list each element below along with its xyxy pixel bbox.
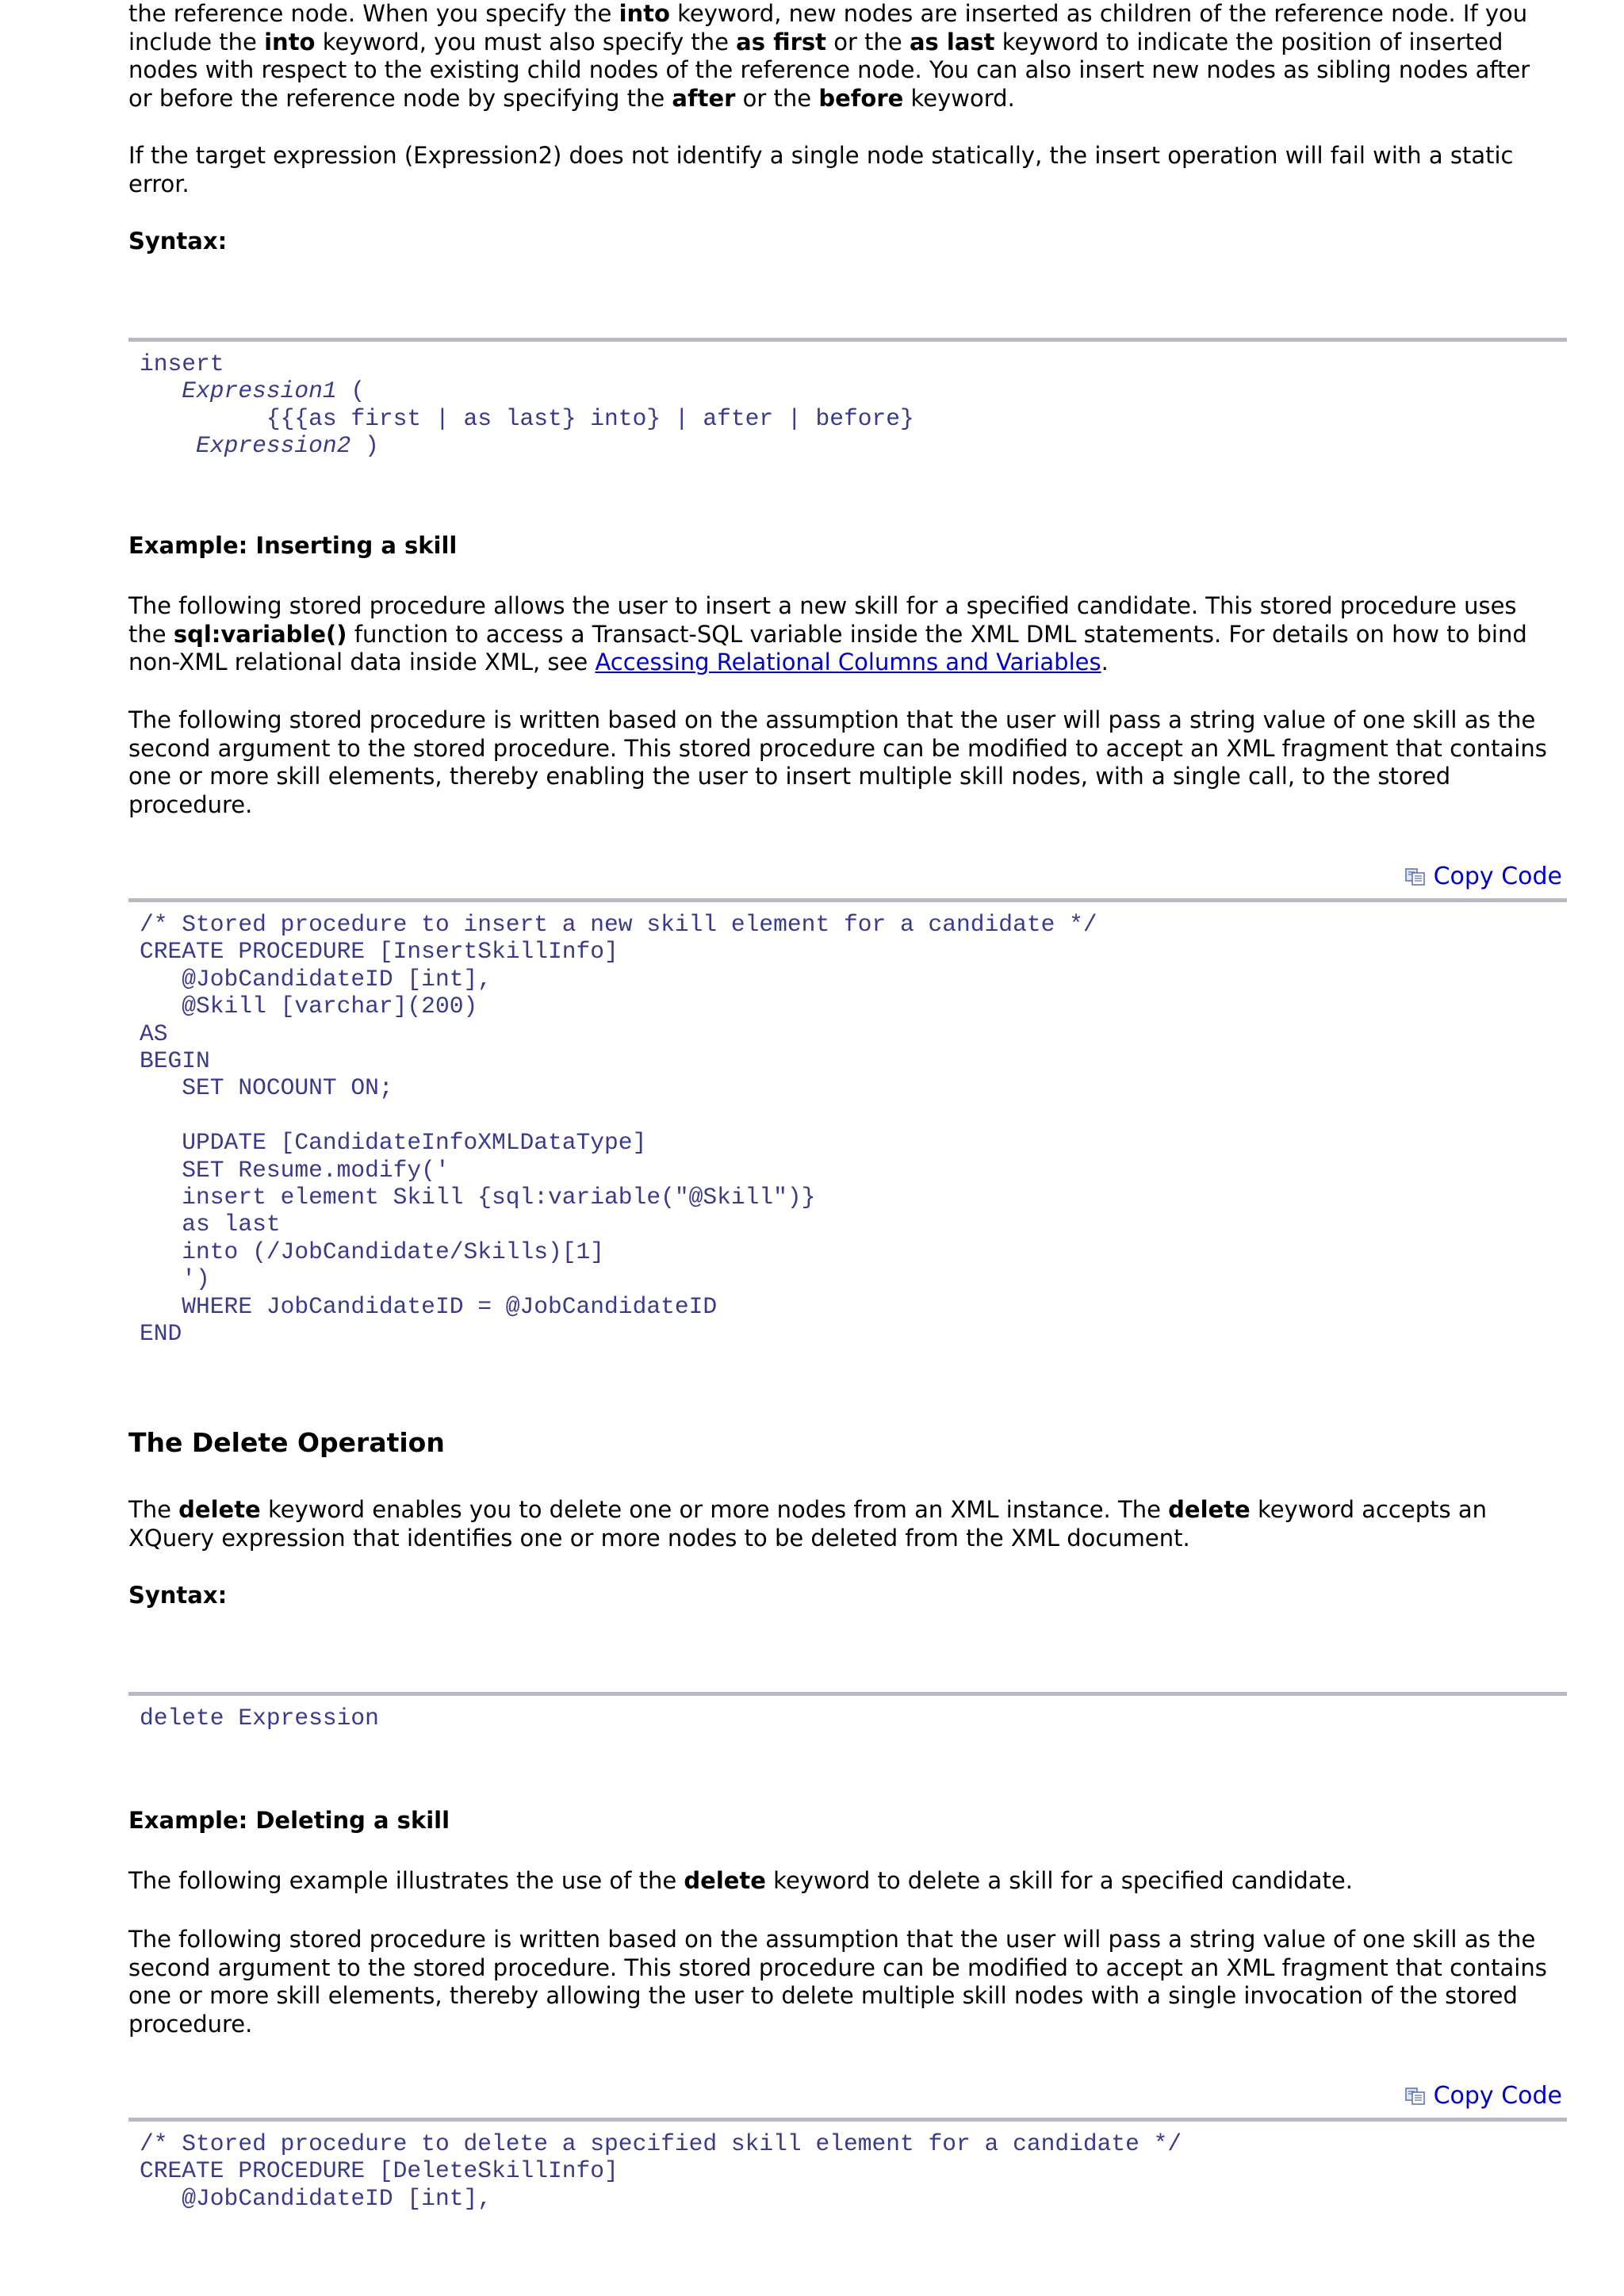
insert-syntax-rule (128, 338, 1567, 342)
bold-term: as first (736, 28, 827, 55)
insert-example-heading: Example: Inserting a skill (128, 532, 458, 559)
text-run: the (128, 620, 174, 648)
delete-example-paragraph-2 (128, 1926, 1567, 2038)
text-run: the reference node. When you specify the (128, 0, 619, 27)
text-run: keyword to delete a skill for a specified candidate. (765, 1867, 1353, 1894)
insert-example-paragraph-1 (128, 592, 1567, 677)
text-run: non-XML relational data inside XML, see (128, 649, 596, 676)
delete-paragraph (128, 1496, 1567, 1552)
text-run: or before the reference node by specifying the (128, 84, 672, 112)
code-run: insert (140, 350, 224, 377)
text-line (128, 592, 1567, 621)
code-run (140, 432, 196, 459)
text-line (128, 0, 1567, 29)
code-run (140, 377, 182, 404)
delete-example-code-rule (128, 2118, 1567, 2122)
text-line: The following stored procedure is written based on the assumption that the user will pass a string value of one skill as the (128, 706, 1536, 733)
text-run: or the (826, 28, 910, 55)
bold-term: into (264, 28, 316, 55)
text-run: The (128, 1496, 179, 1523)
text-run: keyword to indicate the position of inserted (994, 28, 1503, 55)
text-run: keyword, you must also specify the (315, 28, 737, 55)
copy-code-icon (1405, 2087, 1426, 2105)
delete-example-paragraph-1 (128, 1867, 1567, 1896)
insert-syntax-code[interactable] (140, 350, 914, 460)
text-line (128, 649, 1567, 677)
text-run: keyword accepts an (1250, 1496, 1487, 1523)
bold-term: after (672, 84, 736, 112)
delete-example-heading: Example: Deleting a skill (128, 1807, 450, 1834)
intro-paragraph-1 (128, 0, 1567, 113)
text-line (128, 56, 1567, 85)
text-line: one or more skill elements, thereby enabling the user to insert multiple skill nodes, with a single call, to the stored (128, 763, 1451, 790)
intro-paragraph-2 (128, 142, 1567, 198)
delete-syntax-rule (128, 1692, 1567, 1696)
text-line: second argument to the stored procedure. This stored procedure can be modified to accept an XML fragment that contains (128, 1954, 1547, 1981)
code-placeholder: Expression1 (182, 377, 337, 405)
insert-example-code[interactable]: /* Stored procedure to insert a new skill element for a candidate */ CREATE PROCEDURE [InsertSkillInfo] @JobCandidateID [int], @Skill [varchar](200) AS BEGIN SET NOCOUNT ON; UPDATE [CandidateInfoXMLDataType] SET Resume.modify(' insert element Skill {sql:variable("@Skill")} as last into (/JobCandidate/Skills)[1] ') WHERE JobCandidateID = @JobCandidateID END (140, 911, 1097, 1348)
text-run: The following stored procedure allows the user to insert a new skill for a specified candidate. This stored procedure uses (128, 592, 1517, 619)
bold-term: into (619, 0, 670, 27)
text-run: keyword. (903, 84, 1015, 112)
text-line: error. (128, 170, 190, 197)
bold-term: as last (909, 28, 995, 55)
bold-term: delete (684, 1867, 766, 1894)
delete-example-code[interactable]: /* Stored procedure to delete a specified skill element for a candidate */ CREATE PROCEDURE [DeleteSkillInfo] @JobCandidateID [int], (140, 2130, 1182, 2212)
bold-term: before (818, 84, 904, 112)
text-run: keyword enables you to delete one or more nodes from an XML instance. The (260, 1496, 1169, 1523)
delete-syntax-label: Syntax: (128, 1582, 228, 1609)
code-run: ( (336, 377, 366, 405)
text-run: include the (128, 28, 265, 55)
text-run: XQuery expression that identifies one or more nodes to be deleted from the XML document. (128, 1524, 1190, 1552)
insert-syntax-label: Syntax: (128, 228, 228, 254)
text-line (128, 1867, 1567, 1896)
text-line (128, 85, 1567, 113)
copy-code-icon (1405, 868, 1426, 886)
copy-code-label: Copy Code (1433, 863, 1562, 890)
delete-operation-heading: The Delete Operation (128, 1427, 445, 1458)
text-run: nodes with respect to the existing child nodes of the reference node. You can also insert new nodes as sibling nodes after (128, 56, 1530, 84)
text-line: procedure. (128, 790, 253, 818)
text-line (128, 1496, 1567, 1525)
copy-code-button[interactable] (1405, 863, 1562, 891)
insert-example-paragraph-2 (128, 706, 1567, 819)
text-line: If the target expression (Expression2) does not identify a single node statically, the insert operation will fail with a static (128, 142, 1514, 169)
inline-link[interactable]: Accessing Relational Columns and Variables (595, 649, 1101, 676)
bold-term: sql:variable() (173, 620, 347, 648)
text-line (128, 621, 1567, 649)
text-run: The following example illustrates the use of the (128, 1867, 684, 1894)
code-placeholder: Expression2 (196, 432, 351, 460)
text-run: keyword, new nodes are inserted as children of the reference node. If you (669, 0, 1528, 27)
code-run: {{{as first | as last} into} | after | before} (140, 404, 914, 432)
copy-code-button[interactable] (1405, 2082, 1562, 2110)
text-run: or the (735, 84, 819, 112)
delete-syntax-code[interactable]: delete Expression (140, 1705, 379, 1732)
text-line: one or more skill elements, thereby allowing the user to delete multiple skill nodes with a single invocation of the stored (128, 1982, 1518, 2010)
copy-code-label: Copy Code (1433, 2082, 1562, 2110)
code-run: ) (350, 432, 379, 460)
bold-term: delete (178, 1496, 261, 1523)
text-run: function to access a Transact-SQL variable inside the XML DML statements. For details on how to bind (347, 620, 1527, 648)
text-line (128, 29, 1567, 57)
bold-term: delete (1168, 1496, 1251, 1523)
text-line: The following stored procedure is written based on the assumption that the user will pass a string value of one skill as the (128, 1926, 1536, 1953)
text-line: procedure. (128, 2010, 253, 2038)
text-run: . (1101, 649, 1109, 676)
insert-example-code-rule (128, 898, 1567, 902)
text-line (128, 1525, 1567, 1553)
text-line: second argument to the stored procedure. This stored procedure can be modified to accept an XML fragment that contains (128, 734, 1547, 762)
